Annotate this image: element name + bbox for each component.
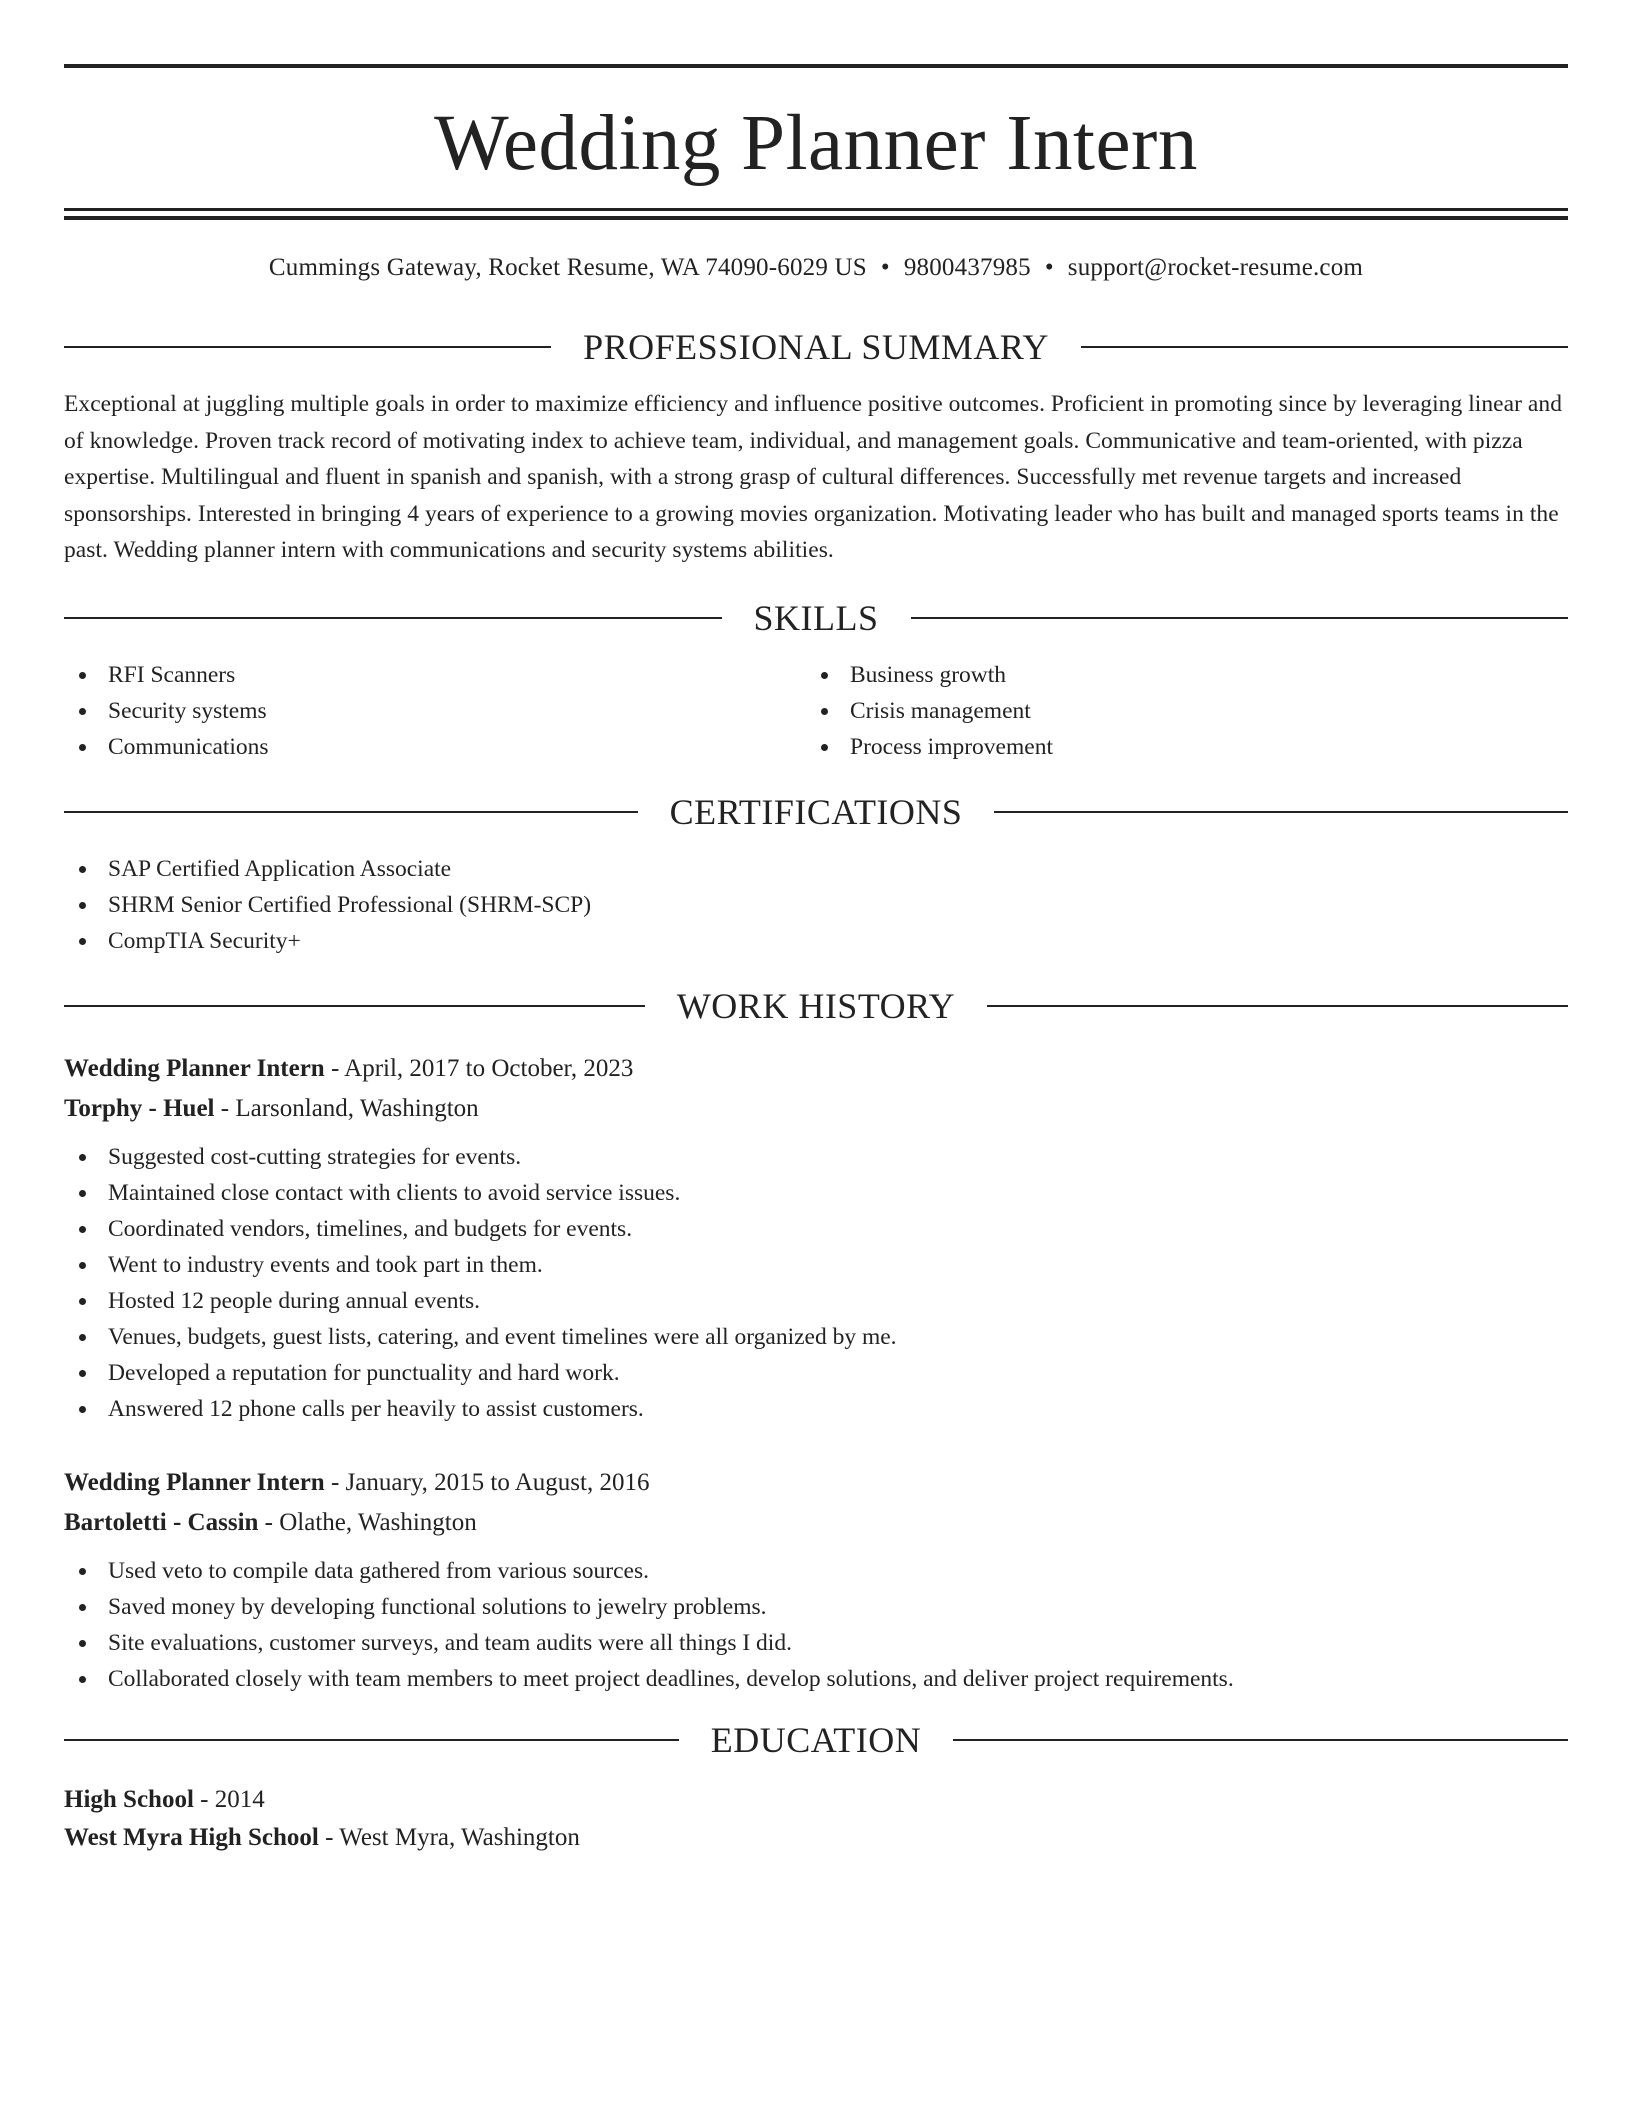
contact-address: Cummings Gateway, Rocket Resume, WA 74090-6029 US <box>268 254 867 281</box>
job-bullets <box>64 1139 1568 1427</box>
list-item: Maintained close contact with clients to avoid service issues. <box>64 1175 1568 1211</box>
list-item: Crisis management <box>806 693 1548 729</box>
list-item: Answered 12 phone calls per heavily to assist customers. <box>64 1391 1568 1427</box>
education-location: - West Myra, Washington <box>318 1823 580 1851</box>
list-item: RFI Scanners <box>64 657 806 693</box>
list-item: Process improvement <box>806 729 1548 765</box>
certifications-heading-label: CERTIFICATIONS <box>669 791 963 832</box>
list-item: Developed a reputation for punctuality and hard work. <box>64 1355 1568 1391</box>
education-year: - 2014 <box>193 1785 265 1813</box>
job-title-line <box>64 1049 1568 1089</box>
resume-page <box>64 64 1568 1857</box>
skills-list <box>64 657 1568 765</box>
certifications-section-heading <box>64 791 1568 833</box>
education-section-heading <box>64 1719 1568 1761</box>
job-title: Wedding Planner Intern <box>64 1468 325 1496</box>
job-company-line <box>64 1089 1568 1129</box>
list-item: Suggested cost-cutting strategies for events. <box>64 1139 1568 1175</box>
contact-separator: • <box>1044 254 1054 281</box>
education-degree: High School <box>64 1785 194 1813</box>
job-entry <box>64 1049 1568 1427</box>
contact-phone: 9800437985 <box>903 254 1031 281</box>
job-dates: - January, 2015 to August, 2016 <box>324 1468 650 1496</box>
list-item: CompTIA Security+ <box>64 923 1568 959</box>
job-location: - Larsonland, Washington <box>214 1094 479 1122</box>
education-school-line <box>64 1819 1568 1857</box>
work-history-section-heading <box>64 985 1568 1027</box>
list-item: Coordinated vendors, timelines, and budgets for events. <box>64 1211 1568 1247</box>
job-company-line <box>64 1503 1568 1543</box>
job-bullets <box>64 1553 1568 1697</box>
summary-section-heading <box>64 326 1568 368</box>
education-school: West Myra High School <box>64 1823 319 1851</box>
job-company: Bartoletti - Cassin <box>64 1508 259 1536</box>
list-item: Saved money by developing functional solutions to jewelry problems. <box>64 1589 1568 1625</box>
education-degree-line <box>64 1781 1568 1819</box>
skills-heading-label: SKILLS <box>753 597 879 638</box>
list-item: Collaborated closely with team members to meet project deadlines, develop solutions, and deliver project requirements. <box>64 1661 1568 1697</box>
job-title-line <box>64 1463 1568 1503</box>
education-entry <box>64 1781 1568 1857</box>
education-heading-label: EDUCATION <box>710 1719 922 1760</box>
list-item: Site evaluations, customer surveys, and team audits were all things I did. <box>64 1625 1568 1661</box>
job-title: Wedding Planner Intern <box>64 1054 325 1082</box>
job-dates: - April, 2017 to October, 2023 <box>324 1054 634 1082</box>
job-entry <box>64 1463 1568 1697</box>
summary-heading-label: PROFESSIONAL SUMMARY <box>583 327 1049 367</box>
resume-title: Wedding Planner Intern <box>434 100 1198 187</box>
certifications-list <box>64 851 1568 959</box>
summary-text: Exceptional at juggling multiple goals in order to maximize efficiency and influence positive outcomes. Proficient in promoting since by leveraging linear and of knowledge. Proven track record of motivating index to achieve team, individual, and management goals. Communicative and team-oriented, with pizza expertise. Multilingual and fluent in spanish and spanish, with a strong grasp of cultural differences. Successfully met revenue targets and increased sponsorships. Interested in bringing 4 years of experience to a growing movies organization. Motivating leader who has built and managed sports teams in the past. Wedding planner intern with communications and security systems abilities. <box>64 391 1562 563</box>
list-item: Went to industry events and took part in them. <box>64 1247 1568 1283</box>
list-item: Used veto to compile data gathered from various sources. <box>64 1553 1568 1589</box>
contact-email: support@rocket-resume.com <box>1067 254 1364 281</box>
work-history-heading-label: WORK HISTORY <box>676 985 956 1026</box>
top-rule <box>64 64 1568 68</box>
list-item: Venues, budgets, guest lists, catering, and event timelines were all organized by me. <box>64 1319 1568 1355</box>
contact-line <box>64 254 1568 284</box>
list-item: Security systems <box>64 693 806 729</box>
list-item: Communications <box>64 729 806 765</box>
list-item: Hosted 12 people during annual events. <box>64 1283 1568 1319</box>
contact-separator: • <box>880 254 890 281</box>
job-location: - Olathe, Washington <box>258 1508 477 1536</box>
list-item: SHRM Senior Certified Professional (SHRM-SCP) <box>64 887 1568 923</box>
skills-section-heading <box>64 597 1568 639</box>
list-item: Business growth <box>806 657 1548 693</box>
list-item: SAP Certified Application Associate <box>64 851 1568 887</box>
job-company: Torphy - Huel <box>64 1094 215 1122</box>
title-double-rule <box>64 208 1568 220</box>
